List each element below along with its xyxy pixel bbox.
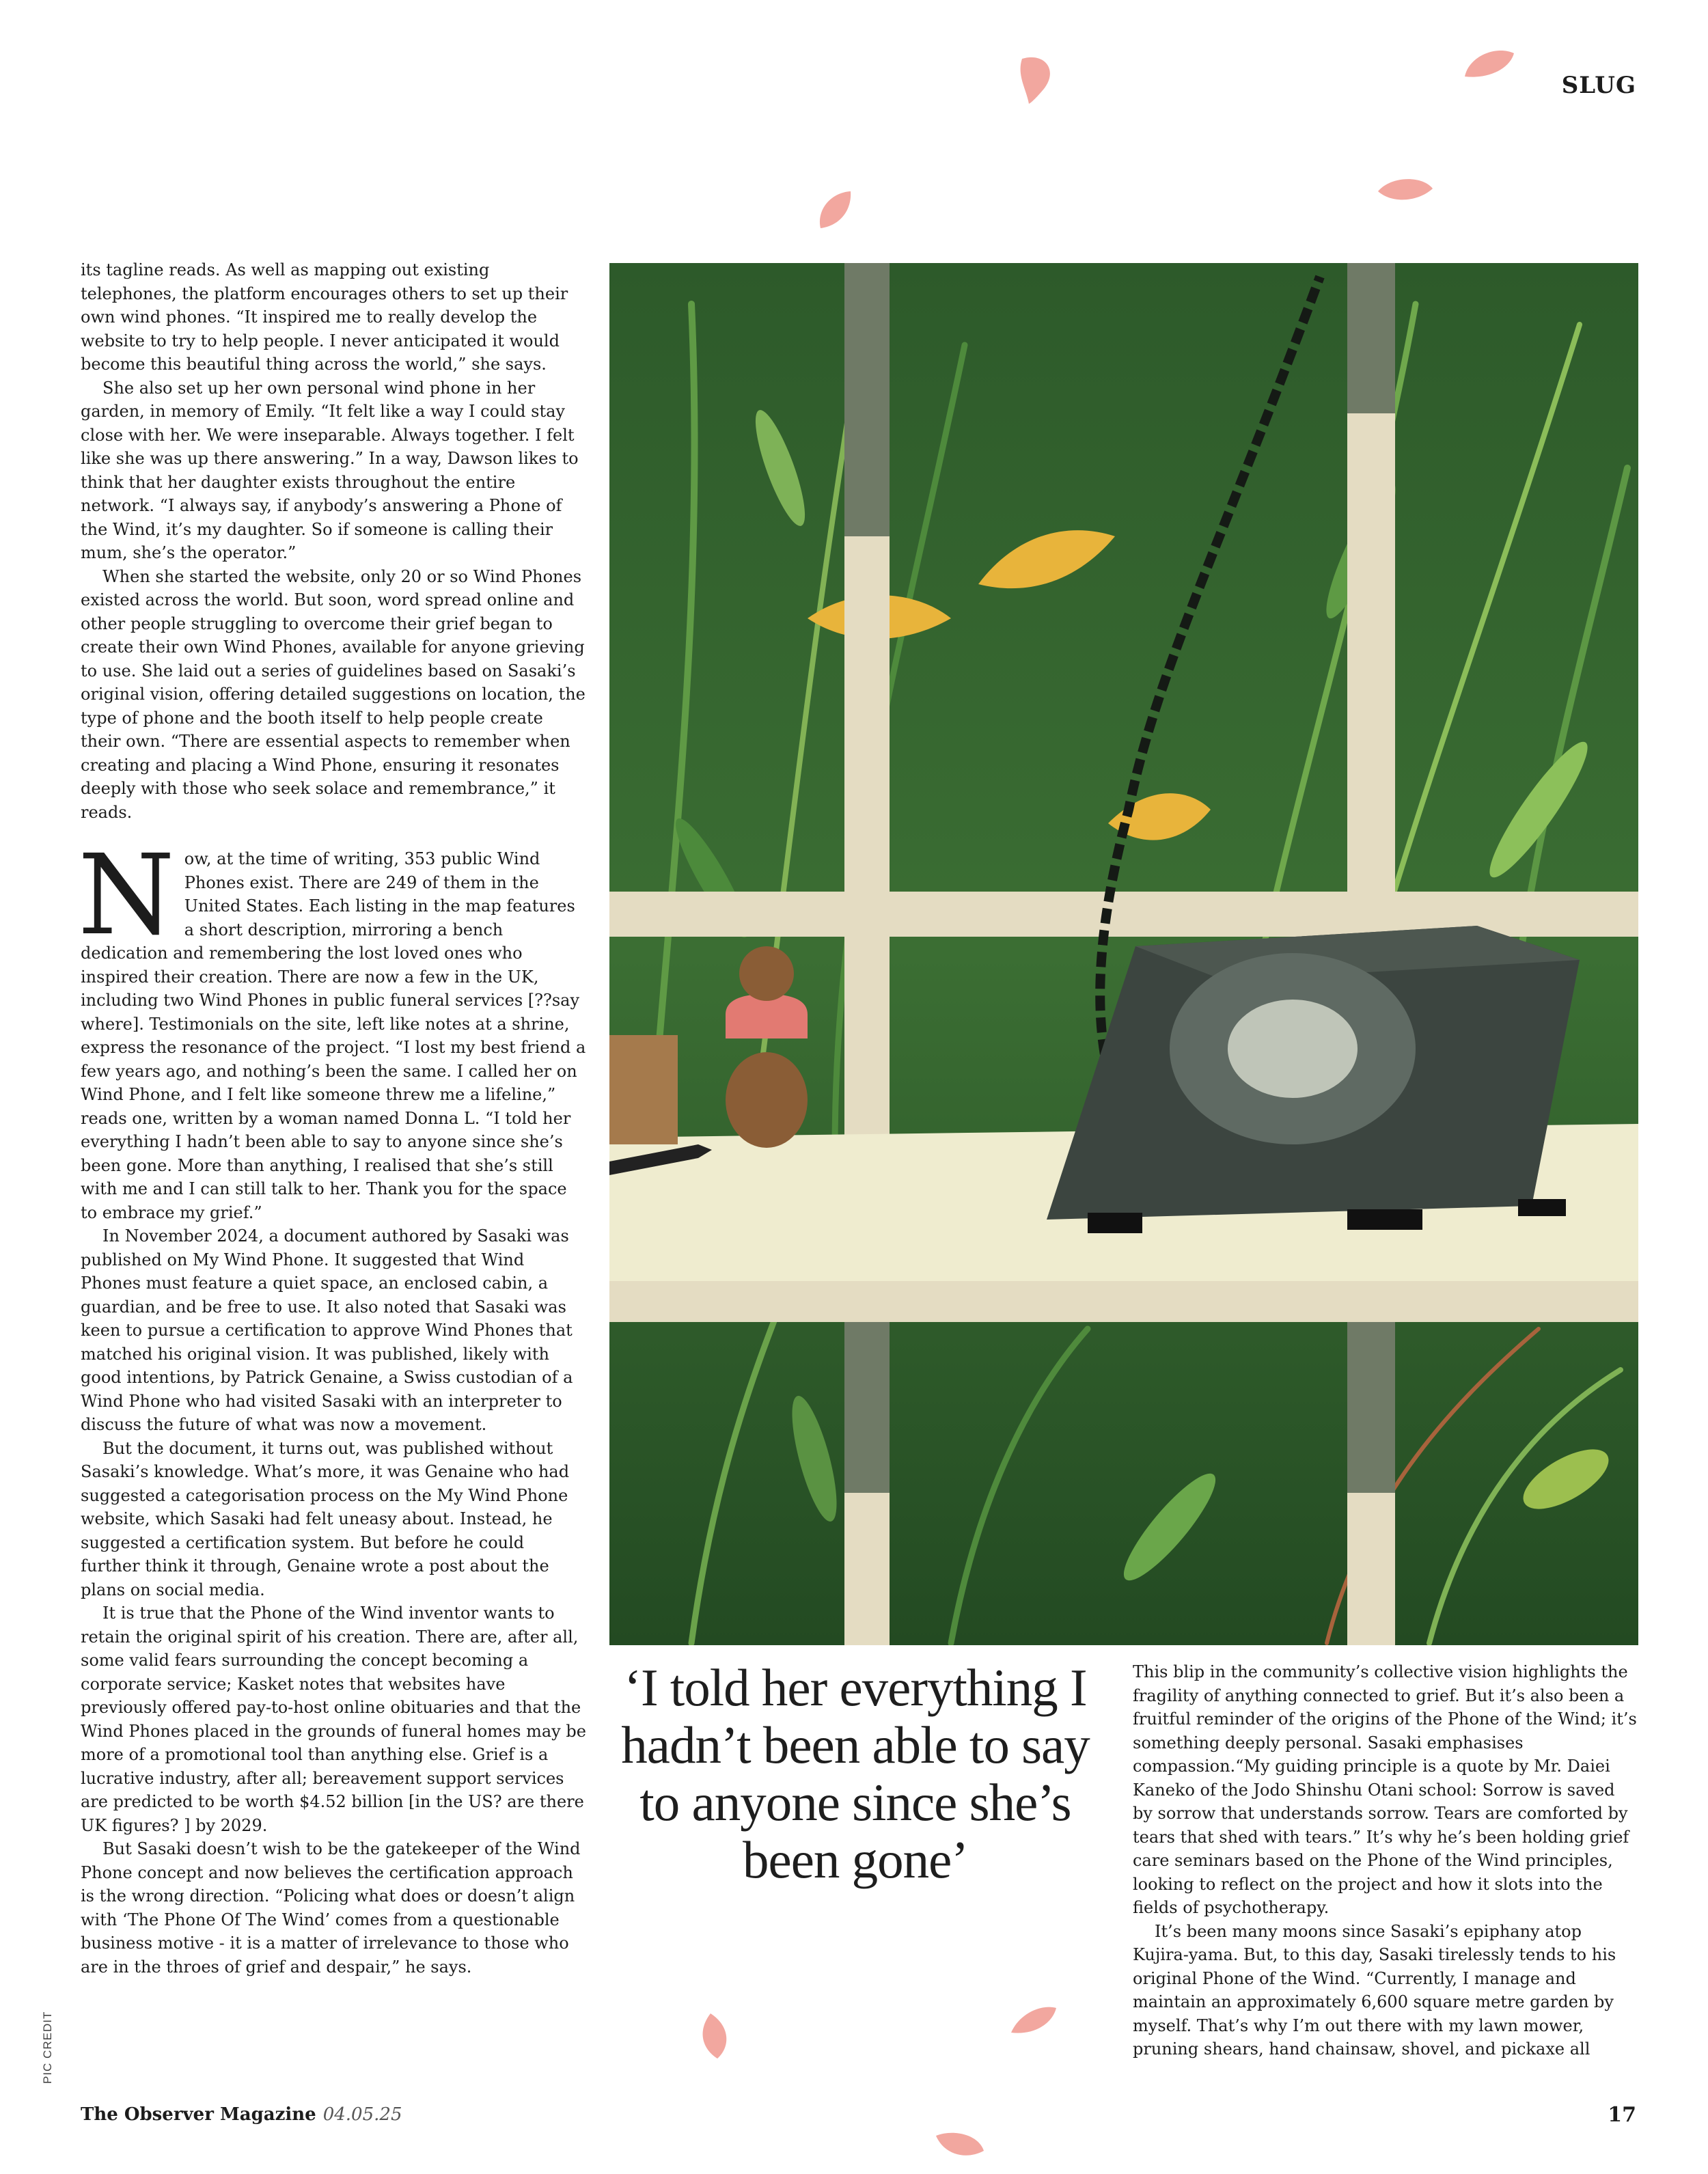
paragraph: It’s been many moons since Sasaki’s epiphany atop Kujira-yama. But, to this day, Sasaki tirelessly tends to his original Phone of the Wind. “Currently, I manage and maintain an approximately 6,600 square metre garden by myself. That’s why I’m out there with my lawn mower, pruning shears, hand chainsaw, shovel, and pickaxe all xyxy=(1133,1921,1616,2059)
petal-icon xyxy=(935,2130,986,2159)
paragraph: But Sasaki doesn’t wish to be the gatekeeper of the Wind Phone concept and now believes the certification approach is the wrong direction. “Policing what does or doesn’t align with ‘The Phone Of The Wind’ comes from a questionable business motive - it is a matter of irrelevance to those who are in the throes of grief and despair,” he says. xyxy=(81,1839,581,1977)
pull-quote: ‘I told her everything I hadn’t been able to say to anyone since she’s been gone’ xyxy=(621,1658,1090,1889)
magazine-name: The Observer Magazine xyxy=(81,2104,316,2125)
page-number: 17 xyxy=(1608,2103,1636,2127)
issue-date: 04.05.25 xyxy=(322,2104,402,2125)
paragraph: its tagline reads. As well as mapping out existing telephones, the platform encourages others to set up their own wind phones. “It inspired me to really develop the website to try to help people. I never anticipated it would become this beautiful thing across the world,” she says. xyxy=(81,260,568,374)
section-slug: SLUG xyxy=(1561,72,1636,99)
illustration-wind-phone xyxy=(609,263,1638,1645)
article-column-left xyxy=(78,258,586,1979)
dropcap-letter: N xyxy=(78,831,175,960)
footer-masthead xyxy=(81,2104,402,2125)
dropcap-paragraph xyxy=(78,831,586,1224)
paragraph: She also set up her own personal wind phone in her garden, in memory of Emily. “It felt like a way I could stay close with her. We were inseparable. Always together. I felt like she was up there answering.” In a way, Dawson likes to think that her daughter exists throughout the entire network. “I always say, if anybody’s answering a Phone of the Wind, it’s my daughter. So if someone is calling their mum, she’s the operator.” xyxy=(81,378,579,562)
paragraph-text: ow, at the time of writing, 353 public Wind Phones exist. There are 249 of them in the United States. Each listing in the map features a short description, mirroring a bench dedication and remembering the lost loved ones who inspired their creation. There are now a few in the UK, including two Wind Phones in public funeral services [??say where]. Testimonials on the site, left like notes at a shrine, express the resonance of the project. “I lost my best friend a few years ago, and nothing’s been the same. I called her on Wind Phone, and I felt like someone threw me a lifeline,” reads one, written by a woman named Donna L. “I told her everything I hadn’t been able to say to anyone since she’s been gone. More than anything, I realised that she’s still with me and I can still talk to her. Thank you for the space to embrace my grief.” xyxy=(81,849,586,1222)
petal-icon xyxy=(697,2012,731,2060)
petal-icon xyxy=(1017,55,1058,106)
petal-icon xyxy=(816,190,854,231)
paragraph: It is true that the Phone of the Wind inventor wants to retain the original spirit of his creation. There are, after all, some valid fears surrounding the concept becoming a corporate service; Kasket notes that websites have previously offered pay-to-host online obituaries and that the Wind Phones placed in the grounds of funeral homes may be more of a promotional tool than anything else. Grief is a lucrative industry, after all; bereavement support services are predicted to be worth $4.52 billion [in the US? are there UK figures? ] by 2029. xyxy=(81,1604,586,1835)
paragraph: When she started the website, only 20 or so Wind Phones existed across the world. But soon, word spread online and other people struggling to overcome their grief began to create their own Wind Phones, available for anyone grieving to use. She laid out a series of guidelines based on Sasaki’s original vision, offering detailed suggestions on location, the type of phone and the booth itself to help people create their own. “There are essential aspects to remember when creating and placing a Wind Phone, ensuring it resonates deeply with those who seek solace and remembrance,” it reads. xyxy=(81,566,586,822)
petal-icon xyxy=(1010,2005,1058,2036)
paragraph: But the document, it turns out, was published without Sasaki’s knowledge. What’s more, it was Genaine who had suggested a categorisation process on the My Wind Phone website, which Sasaki had felt uneasy about. Instead, he suggested a certification system. But before he could further think it through, Genaine wrote a post about the plans on social media. xyxy=(81,1438,570,1599)
article-column-right xyxy=(1133,1660,1638,2061)
paragraph: In November 2024, a document authored by Sasaki was published on My Wind Phone. It suggested that Wind Phones must feature a quiet space, an enclosed cabin, a guardian, and be free to use. It also noted that Sasaki was keen to pursue a certification to approve Wind Phones that matched his original vision. It was published, likely with good intentions, by Patrick Genaine, a Swiss custodian of a Wind Phone who had visited Sasaki with an interpreter to discuss the future of what was now a movement. xyxy=(81,1226,573,1434)
paragraph: This blip in the community’s collective vision highlights the fragility of anything connected to grief. But it’s also been a fruitful reminder of the origins of the Phone of the Wind; it’s something deeply personal. Sasaki emphasises compassion.“My guiding principle is a quote by Mr. Daiei Kaneko of the Jodo Shinshu Otani school: Sorrow is saved by sorrow that understands sorrow. Tears are comforted by tears that shed with tears.” It’s why he’s been holding grief care seminars based on the Phone of the Wind principles, looking to reflect on the project and how it slots into the fields of psychotherapy. xyxy=(1133,1662,1637,1917)
pic-credit: PIC CREDIT xyxy=(41,2011,54,2084)
petal-icon xyxy=(1377,176,1435,204)
petal-icon xyxy=(1462,49,1517,80)
